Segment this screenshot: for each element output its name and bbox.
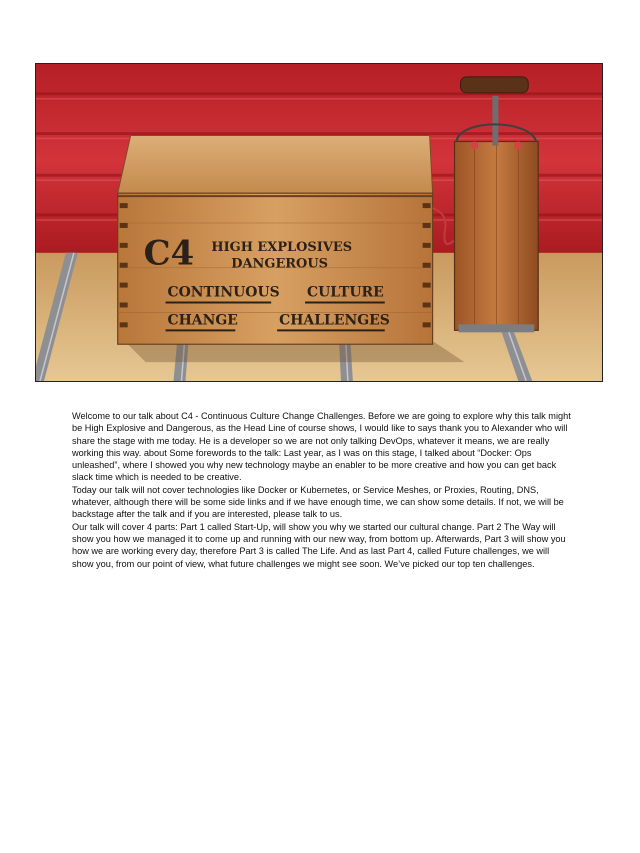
body-text — [72, 410, 572, 570]
crate-photo-illustration — [36, 64, 602, 381]
stencil-line1: HIGH EXPLOSIVES — [211, 239, 353, 255]
paragraph-parts: Our talk will cover 4 parts: Part 1 called Start-Up, will show you why we started our cultural change. Part 2 The Way will show you how we managed it to come up and running with our new way, from bottom up. Afterwards, Part 3 will show you how we are working every day, therefore Part 3 is called The Life. And as last Part 4, called Future challenges, we will show you, from our point of view, what future challenges we might see soon. We’ve picked our top ten challenges. — [72, 521, 566, 569]
header-photo — [35, 63, 603, 382]
crate-lid — [118, 136, 433, 194]
paragraph-scope: Today our talk will not cover technologies like Docker or Kubernetes, or Service Meshes, or Proxies, Routing, DNS, whatever, although there will be some side links and if we have enough time, we can show some details. If not, we will be backstage after the talk and if you are interested, please talk to us. — [72, 484, 564, 520]
stencil-word-culture: CULTURE — [307, 284, 384, 301]
stencil-word-change: CHANGE — [167, 312, 238, 329]
plunger-handle — [461, 77, 529, 93]
stencil-word-continuous: CONTINUOUS — [167, 284, 280, 301]
paragraph-intro: Welcome to our talk about C4 - Continuous Culture Change Challenges. Before we are going to explore why this talk might be High Explosive and Dangerous, as the Head Line of course shows, I would like to says thank you to Alexander who will share the stage with me today. He is a developer so we are not only talking DevOps, whatever it means, we are really working this way. about Some forewords to the talk: Last year, as I was on this stage, I talked about “Docker: Ops unleashed”, where I showed you why new technology maybe an enabler to be more creative and how you can get back slack time which is needed to be creative. — [72, 411, 571, 483]
stencil-line2: DANGEROUS — [231, 256, 328, 272]
plunger-rod — [492, 96, 498, 146]
stencil-word-challenges: CHALLENGES — [279, 312, 390, 329]
stencil-code: C4 — [143, 232, 195, 273]
